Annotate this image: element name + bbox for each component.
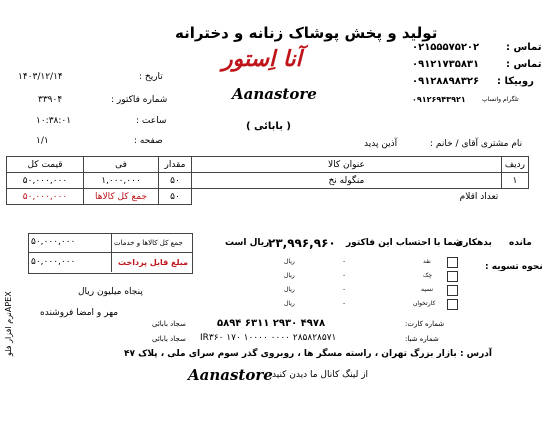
method-cash-currency: ریال [284,258,295,265]
balance-remain-label: مانده [509,238,532,248]
card-owner: سجاد بابائی [152,320,186,328]
brand-script-logo: آنا اِستور [222,46,302,72]
cell-unit: ۱,۰۰۰,۰۰۰ [84,173,159,189]
phone1: ۰۲۱۵۵۵۷۵۲۰۲ [412,42,480,53]
checkbox-credit[interactable] [447,285,458,296]
invoice-date-label: تاریخ : [139,72,163,82]
phone1-label: تماس : [506,42,542,53]
invoice-number: ۳۳۹۰۴ [38,95,63,105]
col-unit: فی [84,157,159,173]
card-label: شماره کارت: [405,320,445,328]
sheba-label: شماره شبا: [405,335,439,343]
customer-name: آذین پدید [364,139,398,149]
method-pos-currency: ریال [284,300,295,307]
store-title: تولید و پخش پوشاک زنانه و دخترانه [175,24,438,42]
sheba-owner: سجاد بابائی [152,335,186,343]
software-label: نرم افزار فلوAPEX [4,291,13,356]
method-cheque-currency: ریال [284,272,295,279]
phone4-label: تلگرام واتساپ [482,96,519,103]
table-header-row [7,157,529,173]
items-table [6,156,529,205]
brand-wordmark: Aanastore [232,85,317,103]
checkbox-pos[interactable] [447,299,458,310]
items-count: ۵۰ [159,189,192,205]
invoice-date: ۱۴۰۳/۱۲/۱۴ [18,72,63,82]
checkbox-cheque[interactable] [447,271,458,282]
branch-name: ( بابائی ) [246,121,291,132]
phone2: ۰۹۱۲۱۷۳۵۸۳۱ [412,59,480,70]
phone3-label: روبیکا : [497,76,534,87]
card-number: ۵۸۹۴ ۶۳۱۱ ۲۹۳۰ ۴۹۷۸ [217,318,326,329]
cell-total: ۵۰,۰۰۰,۰۰۰ [7,173,84,189]
footer-channel-text: از لینگ کانال ما دیدن کنید [272,370,369,380]
invoice-time: ۱۰:۳۸:۰۱ [36,116,72,126]
invoice-number-label: شماره فاکتور : [111,95,168,105]
balance-amount: ۲۳,۹۹۶,۹۶۰ [268,236,336,250]
goods-services-value: ۵۰,۰۰۰,۰۰۰ [31,237,76,247]
invoice-page-label: صفحه : [134,136,163,146]
method-cheque: چک [423,272,433,279]
settlement-label: نحوه تسویه : [485,262,543,272]
payable-label: مبلغ قابل پرداخت [118,258,188,267]
items-count-label: تعداد اقلام [459,191,499,202]
balance-debtor-label: بدهکاری [455,238,492,248]
phone2-label: تماس : [506,59,542,70]
method-credit: نسیه [421,286,434,293]
customer-label: نام مشتری آقای / خانم : [430,139,523,149]
cell-title: منگوله نخ [192,173,502,189]
col-title: عنوان کالا [192,157,502,173]
method-pos: کارتخوان [413,300,436,307]
phone3: ۰۹۱۲۸۸۹۸۳۲۶ [412,76,480,87]
sum-label: جمع کل کالاها [84,189,159,205]
payable-value: ۵۰,۰۰۰,۰۰۰ [31,257,76,267]
cell-qty: ۵۰ [159,173,192,189]
sheba-number: IR۳۶۰ ۱۷۰ ۱۰۰۰۰ ۰۰۰۰ ۲۸۵۸۲۸۵۷۱ [200,333,337,343]
cell-row: ۱ [501,173,528,189]
col-qty: مقدار [159,157,192,173]
col-row: ردیف [501,157,528,173]
method-credit-currency: ریال [284,286,295,293]
phone4: ۰۹۱۲۶۹۴۳۹۲۱ [412,95,466,104]
col-total: قیمت کل [7,157,84,173]
invoice-time-label: ساعت : [136,116,167,126]
balance-unit: ریال است [225,238,270,248]
sum-value: ۵۰,۰۰۰,۰۰۰ [7,189,84,205]
invoice-page: ۱/۱ [36,136,49,146]
checkbox-cash[interactable] [447,257,458,268]
goods-services-label: جمع کل کالاها و خدمات [114,239,183,247]
table-summary-row [7,189,529,205]
amount-in-words: پنجاه میلیون ریال [78,287,143,297]
table-row [7,173,529,189]
seller-signature: مهر و امضا فروشنده [40,308,119,318]
store-address: آدرس : بازار بزرگ تهران ، راسته مسگر ها ، روبروی گذر سوم سرای ملی ، پلاک ۴۷ [124,349,492,359]
balance-with-invoice-label: شما با احتساب این فاکتور [346,238,462,248]
method-cash: نقد [423,258,431,265]
footer-brand: Aanastore [188,366,273,384]
